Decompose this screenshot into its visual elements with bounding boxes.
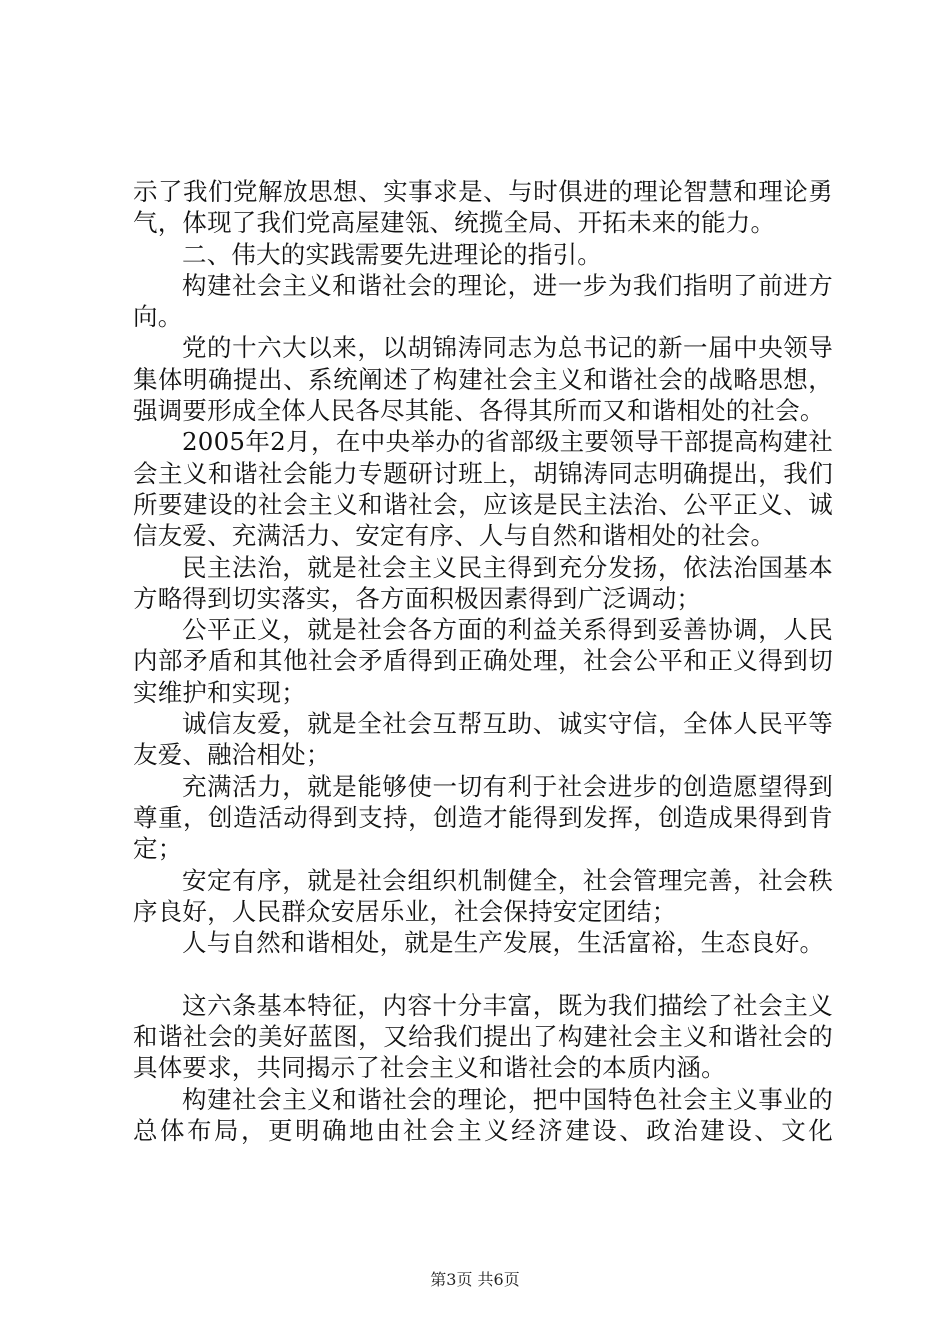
paragraph-9: 充满活力，就是能够使一切有利于社会进步的创造愿望得到尊重，创造活动得到支持，创造才能得到发挥，创造成果得到肯定； xyxy=(133,771,833,864)
paragraph-6: 民主法治，就是社会主义民主得到充分发扬，依法治国基本方略得到切实落实，各方面积极因素得到广泛调动； xyxy=(133,552,833,613)
page-number-label: 第3页 共6页 xyxy=(430,1270,520,1289)
page-footer xyxy=(0,1270,950,1290)
paragraph-2: 二、伟大的实践需要先进理论的指引。 xyxy=(182,239,602,269)
paragraph-gap xyxy=(133,958,833,989)
paragraph-1: 示了我们党解放思想、实事求是、与时俱进的理论智慧和理论勇气，体现了我们党高屋建瓴、统揽全局、开拓未来的能力。 xyxy=(133,177,833,238)
document-body xyxy=(133,176,833,1146)
paragraph-3: 构建社会主义和谐社会的理论，进一步为我们指明了前进方向。 xyxy=(133,270,833,332)
paragraph-12: 这六条基本特征，内容十分丰富，既为我们描绘了社会主义和谐社会的美好蓝图，又给我们提出了构建社会主义和谐社会的具体要求，共同揭示了社会主义和谐社会的本质内涵。 xyxy=(133,990,833,1083)
paragraph-13: 构建社会主义和谐社会的理论，把中国特色社会主义事业的总体布局，更明确地由社会主义经济建设、政治建设、文化 xyxy=(133,1084,833,1145)
paragraph-4: 党的十六大以来，以胡锦涛同志为总书记的新一届中央领导集体明确提出、系统阐述了构建社会主义和谐社会的战略思想，强调要形成全体人民各尽其能、各得其所而又和谐相处的社会。 xyxy=(133,333,833,426)
paragraph-10: 安定有序，就是社会组织机制健全，社会管理完善，社会秩序良好，人民群众安居乐业，社会保持安定团结； xyxy=(133,865,833,926)
paragraph-8: 诚信友爱，就是全社会互帮互助、诚实守信，全体人民平等友爱、融洽相处； xyxy=(133,709,833,770)
paragraph-11: 人与自然和谐相处，就是生产发展，生活富裕，生态良好。 xyxy=(182,928,825,958)
paragraph-5: 2005年2月，在中央举办的省部级主要领导干部提高构建社会主义和谐社会能力专题研讨班上，胡锦涛同志明确提出，我们所要建设的社会主义和谐社会，应该是民主法治、公平正义、诚信友爱、充满活力、安定有序、人与自然和谐相处的社会。 xyxy=(133,427,833,551)
paragraph-7: 公平正义，就是社会各方面的利益关系得到妥善协调，人民内部矛盾和其他社会矛盾得到正确处理，社会公平和正义得到切实维护和实现； xyxy=(133,615,833,707)
